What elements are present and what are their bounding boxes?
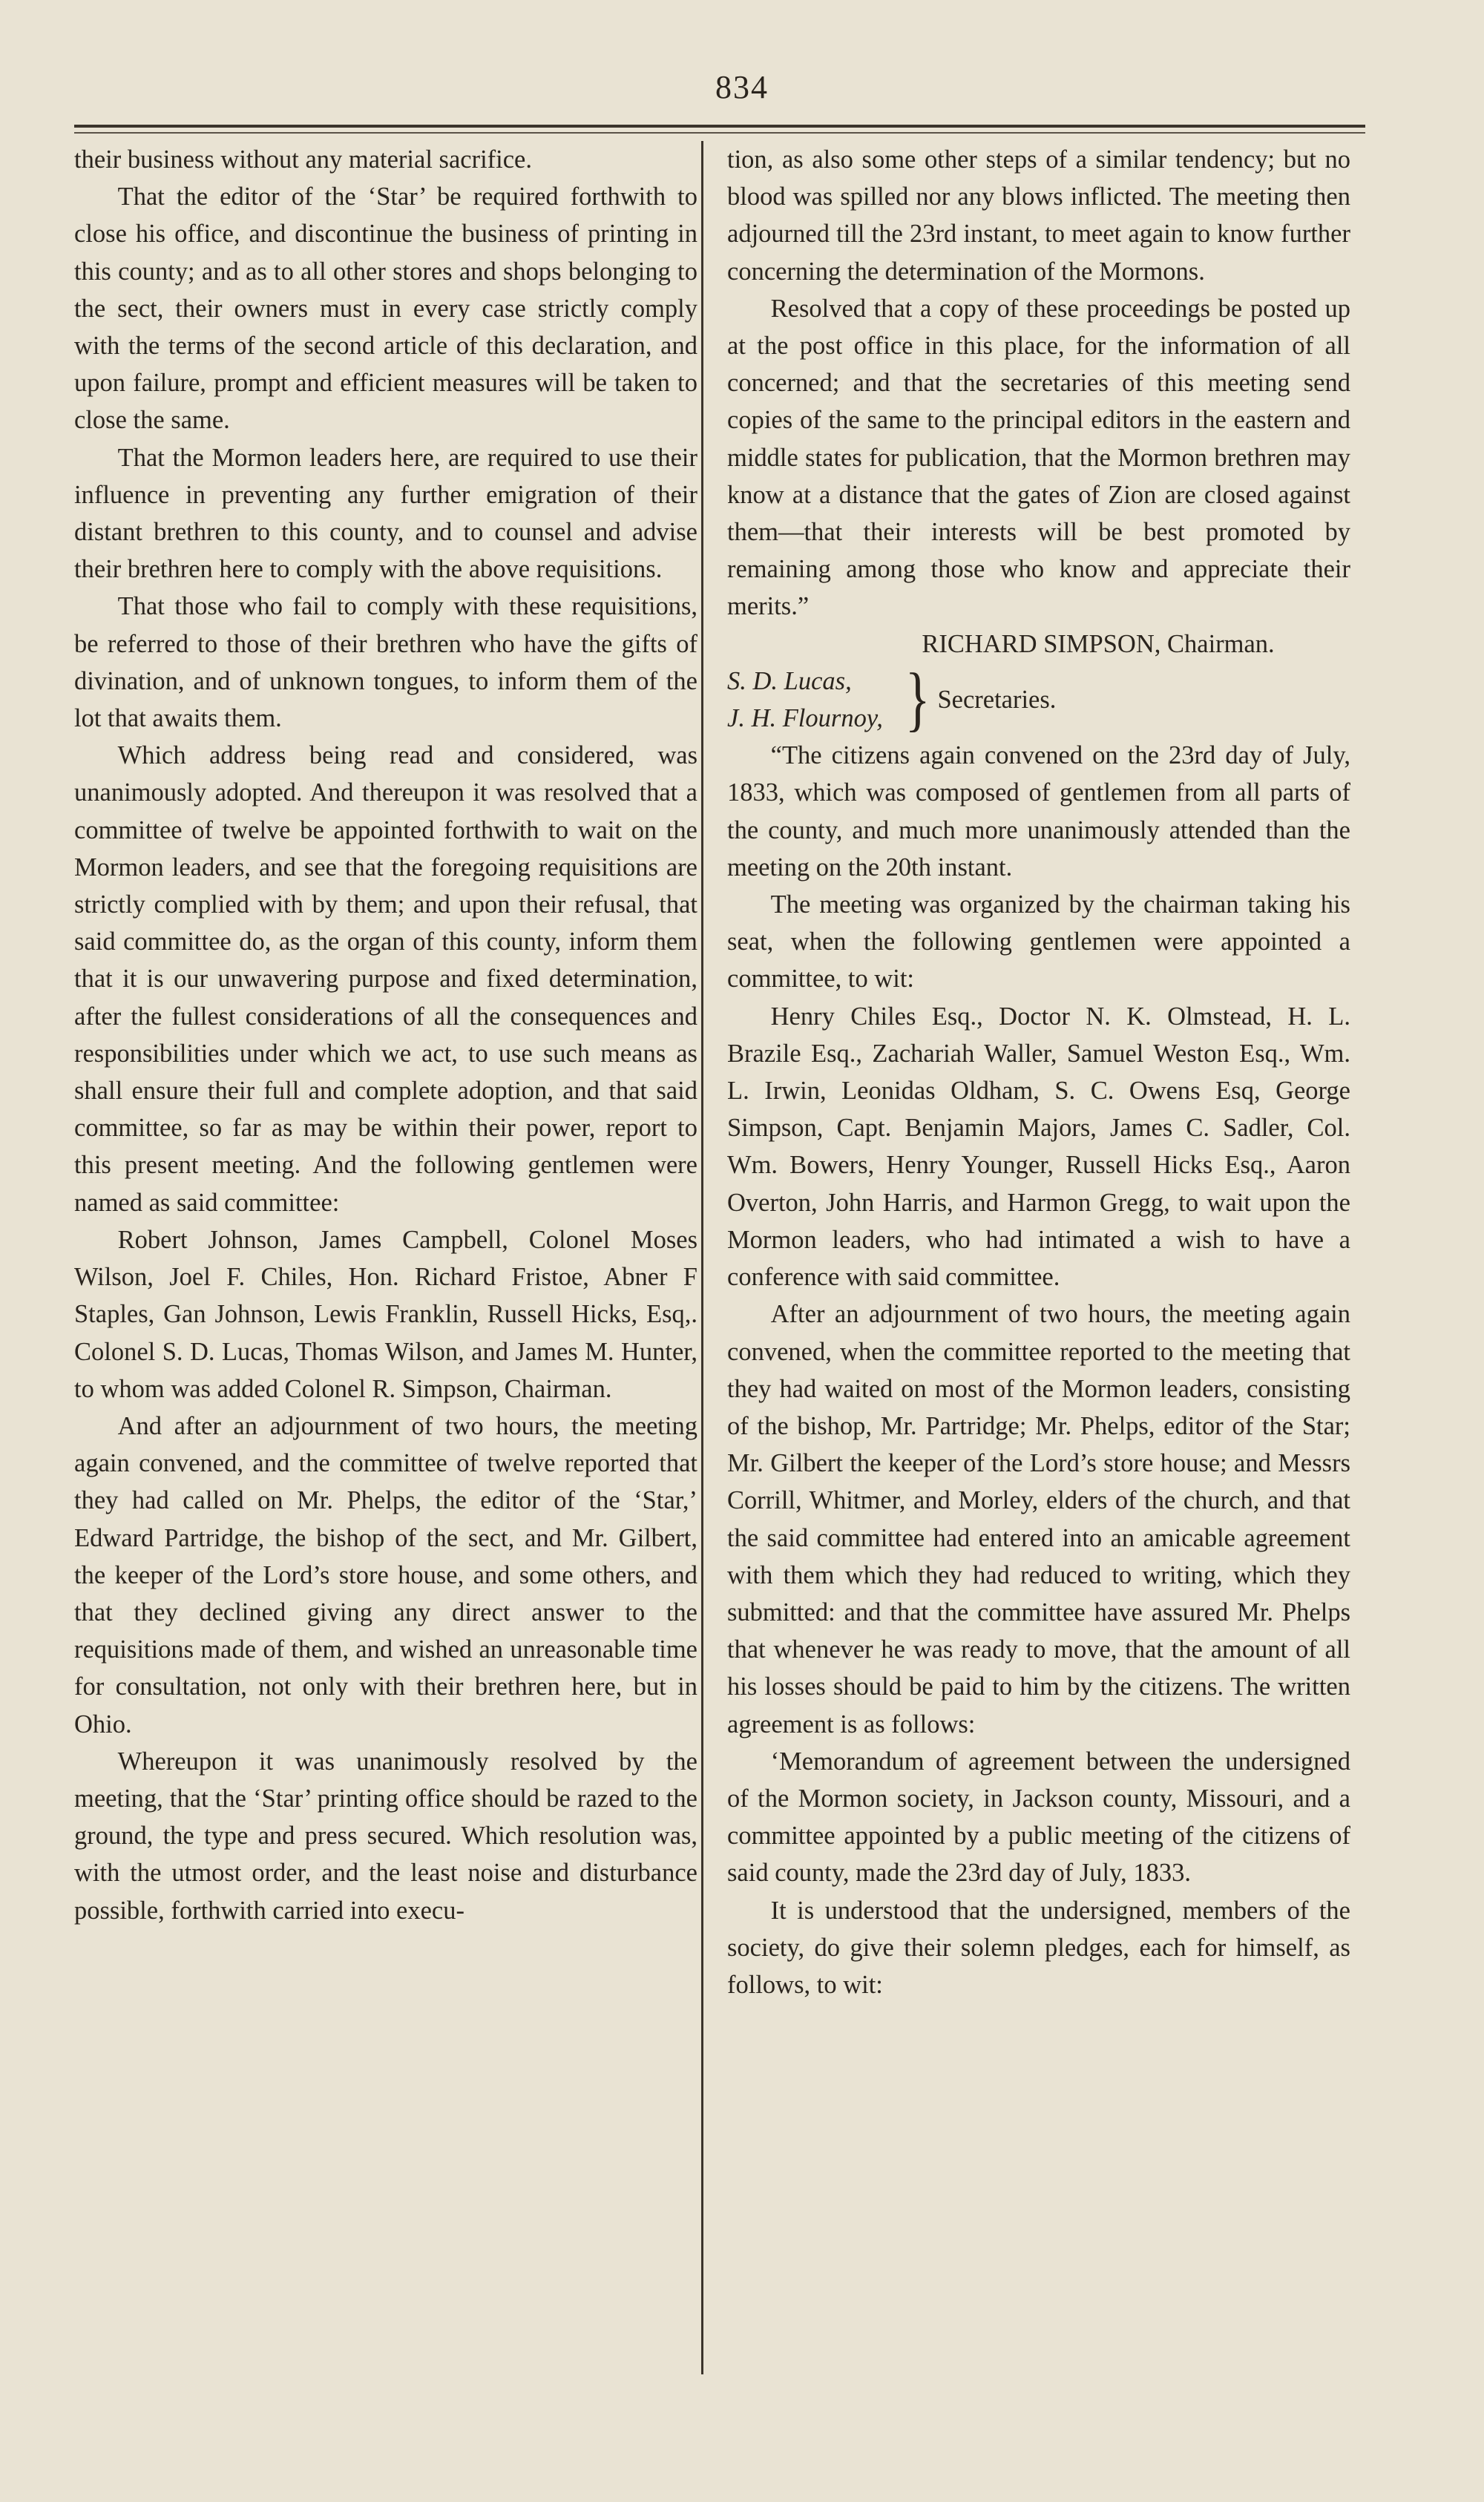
paragraph: That the editor of the ‘Star’ be required forthwith to close his office, and discontinue the business of printing in this county; and as to all other stores and shops belonging to the sect, their owners must in every case strictly comply with the terms of the second article of this declaration, and upon failure, prompt and efficient measures will be taken to close the same. [74,183,697,435]
secretary-name: S. D. Lucas, [727,666,852,695]
left-column [74,141,697,1929]
paragraph: “The citizens again convened on the 23rd day of July, 1833, which was composed of gentlemen from all parts of the county, and much more unanimously attended than the meeting on the 20th instant. [727,741,1350,881]
paragraph: The meeting was organized by the chairman taking his seat, when the following gentlemen were appointed a committee, to wit: [727,890,1350,994]
paragraph: Resolved that a copy of these proceedings be posted up at the post office in this place, for the information of all concerned; and that the secretaries of this meeting send copies of the same to the principal editors in the eastern and middle states for publication, that the Mormon brethren may know at a distance that the gates of Zion are closed against them—that their interests will be best promoted by remaining among those who know and appreciate their merits.” [727,294,1350,621]
paragraph: Whereupon it was unanimously resolved by the meeting, that the ‘Star’ printing office should be razed to the ground, the type and press secured. Which resolution was, with the utmost order, and the least noise and disturbance possible, forthwith carried into execu- [74,1747,697,1925]
paragraph: Robert Johnson, James Campbell, Colonel Moses Wilson, Joel F. Chiles, Hon. Richard Fristoe, Abner F Staples, Gan Johnson, Lewis Franklin, Russell Hicks, Esq,. Colonel S. D. Lucas, Thomas Wilson, and James M. Hunter, to whom was added Colonel R. Simpson, Chairman. [74,1225,697,1403]
paragraph: tion, as also some other steps of a similar tendency; but no blood was spilled nor any blows inflicted. The meeting then adjourned till the 23rd instant, to meet again to know further concerning the determination of the Mormons. [727,145,1350,286]
secretaries-label: Secretaries. [937,685,1057,714]
page-number: 834 [715,69,769,105]
secretaries-block [727,659,1350,740]
paragraph: Henry Chiles Esq., Doctor N. K. Olmstead, H. L. Brazile Esq., Zachariah Waller, Samuel Weston Esq., Wm. L. Irwin, Leonidas Oldham, S. C. Owens Esq, George Simpson, Capt. Benjamin Majors, James C. Sadler, Col. Wm. Bowers, Henry Younger, Russell Hicks Esq., Aaron Overton, John Harris, and Harmon Gregg, to wait upon the Mormon leaders, who had intimated a wish to have a conference with said committee. [727,1002,1350,1292]
paragraph: And after an adjournment of two hours, the meeting again convened, and the committee of twelve reported that they had called on Mr. Phelps, the editor of the ‘Star,’ Edward Partridge, the bishop of the sect, and Mr. Gilbert, the keeper of the Lord’s store house, and some others, and that they declined giving any direct answer to the requisitions made of them, and wished an unreasonable time for consultation, not only with their brethren here, but in Ohio. [74,1411,697,1738]
header-rule [74,125,1365,128]
paragraph: Which address being read and considered, was unanimously adopted. And thereupon it was resolved that a committee of twelve be appointed forthwith to wait on the Mormon leaders, and see that the foregoing requisitions are strictly complied with by them; and upon their refusal, that said committee do, as the organ of this county, inform them that it is our unwavering purpose and fixed determination, after the fullest considerations of all the consequences and responsibilities under which we act, to use such means as shall ensure their full and complete adoption, and that said committee, so far as may be within their power, report to this present meeting. And the following gentlemen were named as said committee: [74,741,697,1217]
column-divider [701,141,703,2374]
brace: } [904,659,930,740]
secretary-name: J. H. Flournoy, [727,704,883,733]
paragraph: That those who fail to comply with these requisitions, be referred to those of their brethren who have the gifts of divination, and of unknown tongues, to inform them of the lot that awaits them. [74,592,697,733]
paragraph: their business without any material sacrifice. [74,145,532,174]
chairman-signature: RICHARD SIMPSON, Chairman. [922,629,1275,658]
paragraph: After an adjournment of two hours, the meeting again convened, when the committee reported to the meeting that they had waited on most of the Mormon leaders, consisting of the bishop, Mr. Partridge; Mr. Phelps, editor of the Star; Mr. Gilbert the keeper of the Lord’s store house; and Messrs Corrill, Whitmer, and Morley, elders of the church, and that the said committee had entered into an amicable agreement with them which they had reduced to writing, which they submitted: and that the committee have assured Mr. Phelps that whenever he was ready to move, that the amount of all his losses should be paid to him by the citizens. The written agreement is as follows: [727,1300,1350,1738]
header-rule-thin [74,132,1365,134]
paragraph: ‘Memorandum of agreement between the undersigned of the Mormon society, in Jackson county, Missouri, and a committee appointed by a public meeting of the citizens of said county, made the 23rd day of July, 1833. [727,1747,1350,1888]
secretary-names [727,663,883,737]
paragraph: It is understood that the undersigned, members of the society, do give their solemn pledges, each for himself, as follows, to wit: [727,1896,1350,1999]
right-column [727,141,1350,2003]
paragraph: That the Mormon leaders here, are required to use their influence in preventing any further emigration of their distant brethren to this county, and to counsel and advise their brethren here to comply with the above requisitions. [74,443,697,584]
